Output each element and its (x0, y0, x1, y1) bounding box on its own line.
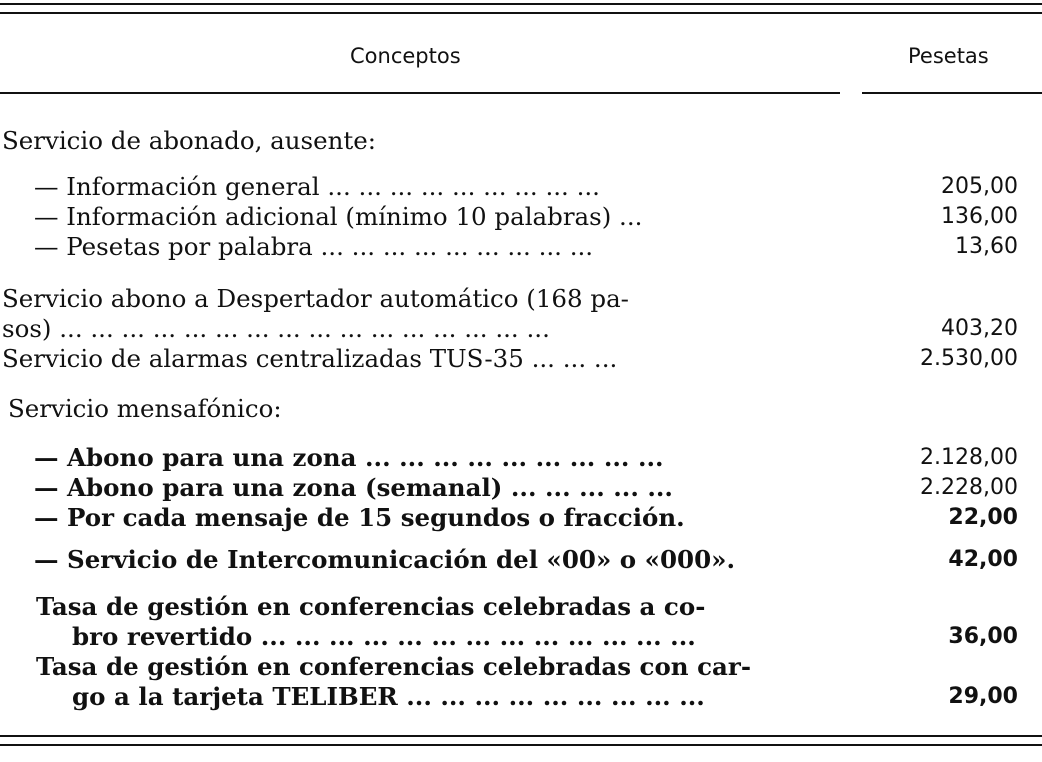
list-item: — Información adicional (mínimo 10 palabras) ... (34, 202, 643, 231)
amount: 13,60 (955, 234, 1018, 259)
bottom-rule-2 (0, 744, 1042, 746)
header-rule-right (862, 92, 1042, 94)
header-pesetas: Pesetas (908, 44, 989, 68)
header-rule-left (0, 92, 840, 94)
alarms-line: Servicio de alarmas centralizadas TUS-35 ... ... ... (2, 344, 618, 373)
amount: 136,00 (941, 204, 1018, 229)
list-item: — Pesetas por palabra ... ... ... ... ... ... ... ... ... (34, 232, 594, 261)
section-title-absent: Servicio de abonado, ausente: (2, 126, 377, 155)
list-item: — Información general ... ... ... ... ... ... ... ... ... (34, 172, 600, 201)
top-rule (0, 3, 1042, 5)
list-item: — Servicio de Intercomunicación del «00» o «000». (34, 545, 735, 574)
section-title-pager: Servicio mensafónico: (8, 394, 282, 423)
amount: 2.228,00 (920, 475, 1018, 500)
collect-line-1: Tasa de gestión en conferencias celebradas a co- (36, 592, 706, 621)
teliber-line-2: go a la tarjeta TELIBER ... ... ... ... ... ... ... ... ... (72, 682, 705, 711)
amount: 2.128,00 (920, 445, 1018, 470)
amount: 42,00 (948, 547, 1018, 572)
bottom-rule (0, 735, 1042, 737)
header-concepts: Conceptos (350, 44, 461, 68)
collect-line-2: bro revertido ... ... ... ... ... ... ... ... ... ... ... ... ... (72, 622, 696, 651)
list-item: — Abono para una zona ... ... ... ... ... ... ... ... ... (34, 443, 664, 472)
wakeup-line-2: sos) ... ... ... ... ... ... ... ... ... ... ... ... ... ... ... ... (2, 314, 550, 343)
top-rule-2 (0, 12, 1042, 14)
amount: 29,00 (948, 684, 1018, 709)
teliber-line-1: Tasa de gestión en conferencias celebradas con car- (36, 652, 751, 681)
amount: 2.530,00 (920, 346, 1018, 371)
amount: 22,00 (948, 505, 1018, 530)
amount: 36,00 (948, 624, 1018, 649)
list-item: — Por cada mensaje de 15 segundos o fracción. (34, 503, 685, 532)
wakeup-line-1: Servicio abono a Despertador automático (168 pa- (2, 284, 629, 313)
list-item: — Abono para una zona (semanal) ... ... ... ... ... (34, 473, 673, 502)
amount: 205,00 (941, 174, 1018, 199)
amount: 403,20 (941, 316, 1018, 341)
